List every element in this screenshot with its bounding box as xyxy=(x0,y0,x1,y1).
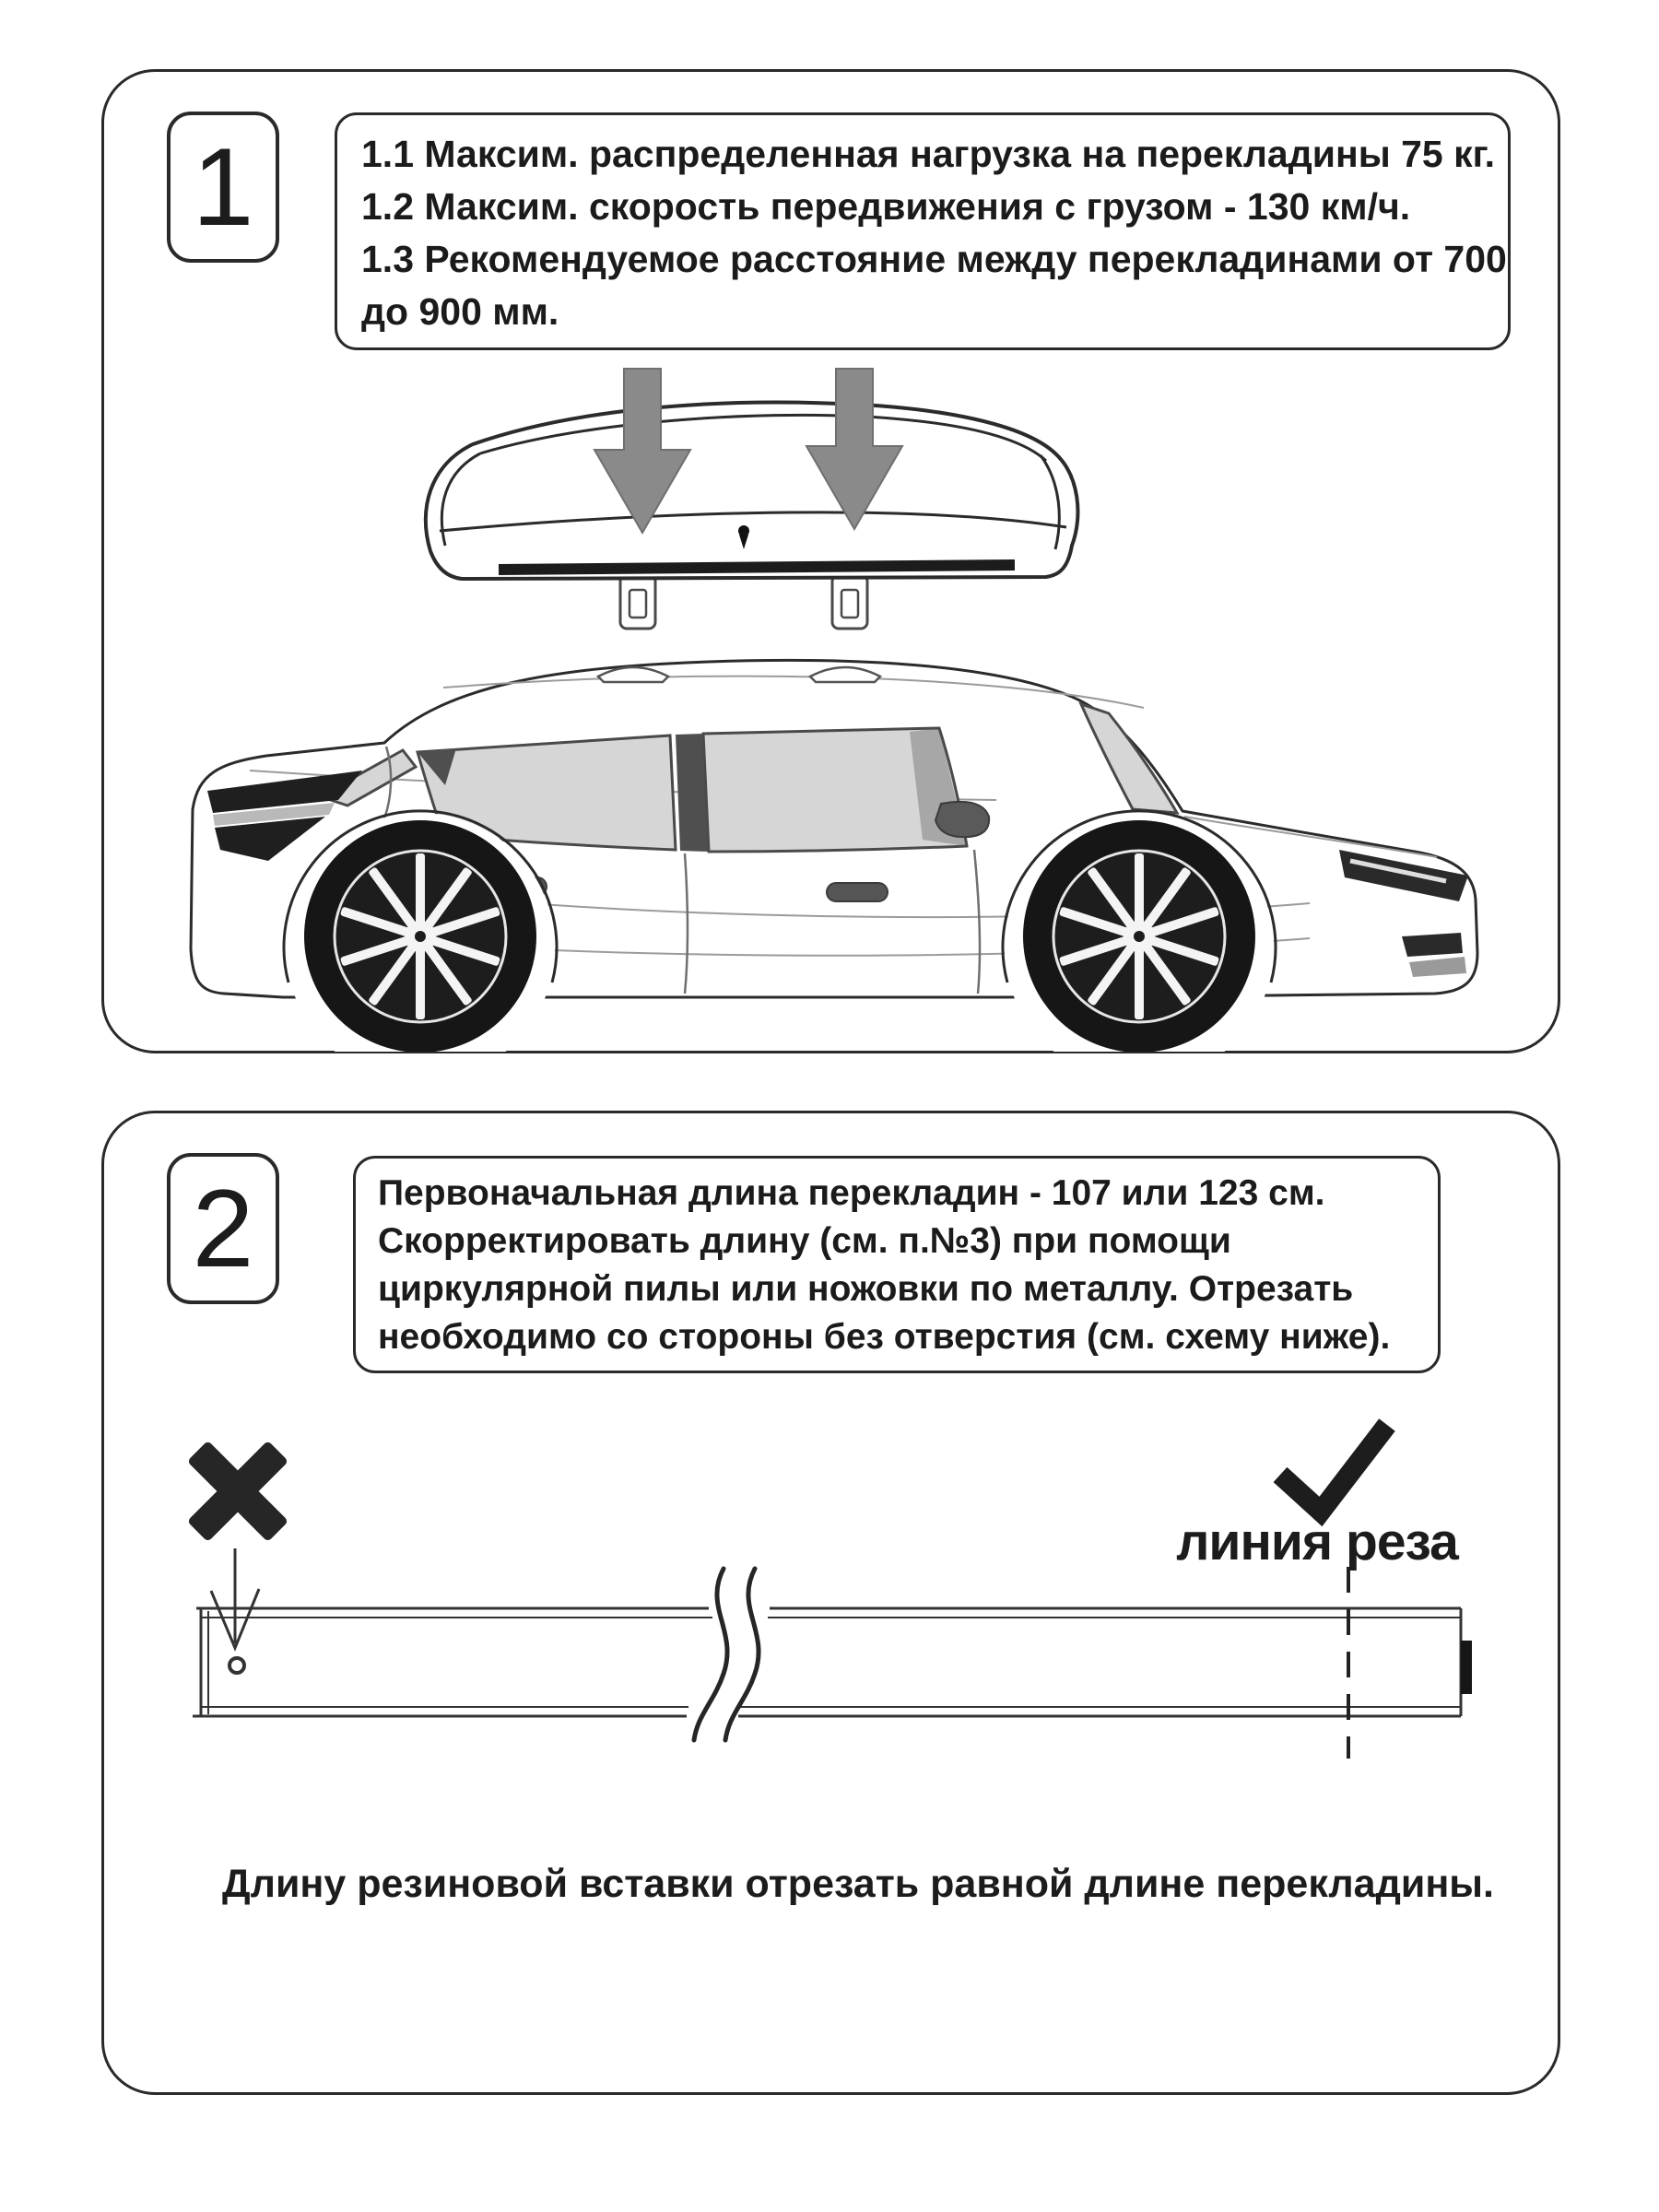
step-2-number: 2 xyxy=(192,1167,254,1290)
step-1-number: 1 xyxy=(192,125,254,249)
step-2-panel xyxy=(101,1111,1560,2095)
info-line: необходимо со стороны без отверстия (см. схему ниже). xyxy=(378,1317,1391,1357)
door-mirror xyxy=(935,802,989,837)
crossbar-cut-diagram xyxy=(123,1410,1542,1790)
pointer-arrow xyxy=(211,1548,259,1648)
info-line: до 900 мм. xyxy=(361,290,559,333)
cut-line-label: линия реза xyxy=(1176,1512,1458,1571)
rear-wheel xyxy=(304,820,536,1052)
info-line: 1.3 Рекомендуемое расстояние между перекладинами от 700 xyxy=(361,238,1507,280)
step-2-badge xyxy=(167,1153,279,1304)
info-line: Скорректировать длину (см. п.№3) при помощи xyxy=(378,1221,1231,1261)
step-1-infobox xyxy=(335,112,1511,350)
crossbar xyxy=(193,1608,1472,1716)
break-mark xyxy=(694,1569,759,1740)
step-2-infobox xyxy=(353,1156,1441,1373)
checkmark-icon xyxy=(1280,1425,1387,1512)
info-line: Первоначальная длина перекладин - 107 или 123 см. xyxy=(378,1173,1325,1213)
car-roofbox-illustration xyxy=(112,337,1549,1052)
info-line: 1.1 Максим. распределенная нагрузка на перекладины 75 кг. xyxy=(361,133,1495,175)
info-line: циркулярной пилы или ножовки по металлу. Отрезать xyxy=(378,1269,1354,1309)
step-1-badge xyxy=(167,112,279,263)
front-wheel xyxy=(1023,820,1255,1052)
step-1-panel xyxy=(101,69,1560,1053)
rubber-insert-caption: Длину резиновой вставки отрезать равной длине перекладины. xyxy=(222,1862,1494,1906)
x-mark-icon xyxy=(187,1441,288,1542)
info-line: 1.2 Максим. скорость передвижения с грузом - 130 км/ч. xyxy=(361,185,1411,228)
roof-box xyxy=(426,403,1078,579)
hole xyxy=(229,1658,244,1673)
